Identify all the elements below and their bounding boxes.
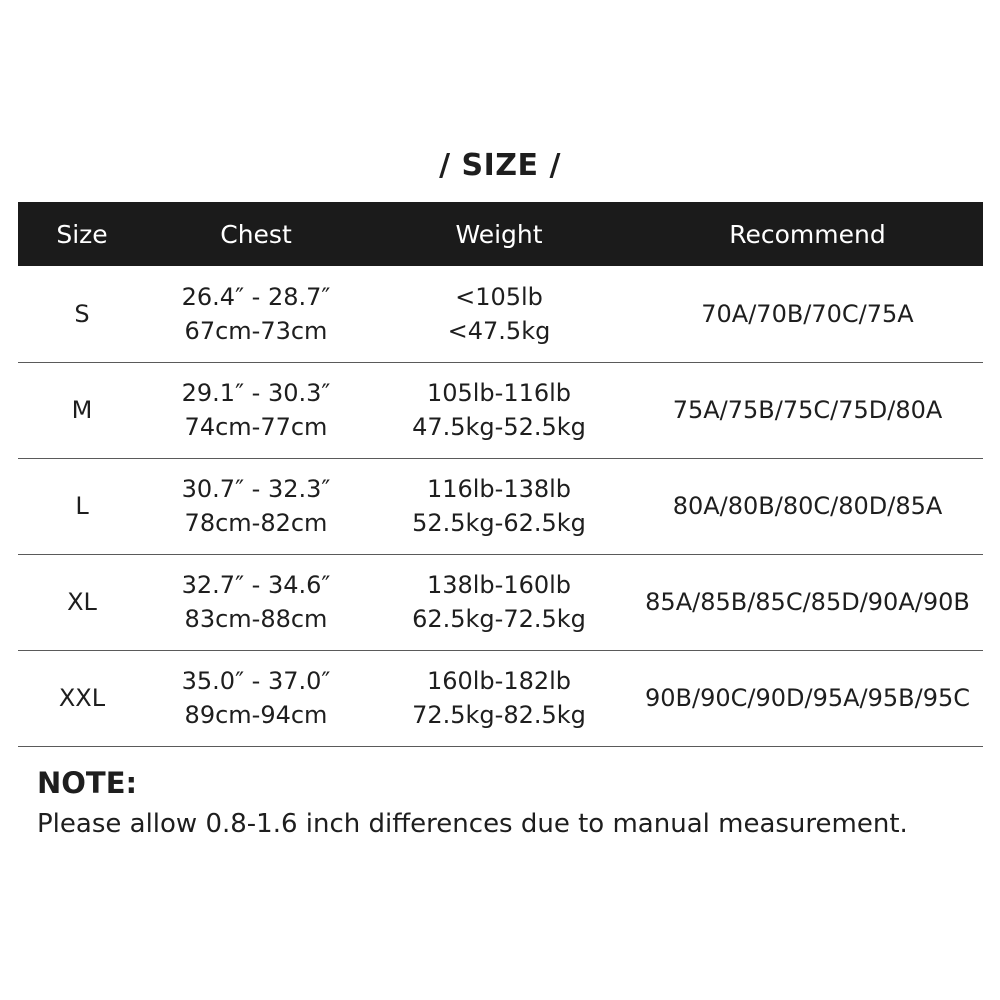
weight-kg: 62.5kg-72.5kg — [412, 605, 586, 633]
header-chest: Chest — [220, 219, 292, 249]
weight-kg: 52.5kg-62.5kg — [412, 509, 586, 537]
header-recommend: Recommend — [729, 219, 886, 249]
table-row — [18, 650, 983, 746]
cell-recommend: 85A/85B/85C/85D/90A/90B — [645, 588, 970, 616]
cell-weight — [366, 554, 632, 650]
chest-cm: 67cm-73cm — [184, 316, 328, 345]
chest-inches: 29.1″ - 30.3″ — [181, 379, 331, 407]
note-heading: NOTE: — [37, 766, 138, 800]
note-text: Please allow 0.8-1.6 inch differences due to manual measurement. — [37, 809, 908, 839]
cell-chest — [146, 458, 366, 554]
cell-weight — [366, 650, 632, 746]
chest-inches: 30.7″ - 32.3″ — [181, 475, 331, 503]
cell-chest — [146, 650, 366, 746]
cell-size: M — [71, 396, 93, 424]
table-row — [18, 458, 983, 554]
cell-size: XL — [67, 588, 97, 616]
weight-lb: 116lb-138lb — [426, 475, 572, 503]
cell-size: XXL — [58, 684, 106, 712]
table-row — [18, 362, 983, 458]
chest-cm: 83cm-88cm — [184, 605, 328, 633]
weight-lb: <105lb — [455, 282, 543, 311]
header-size: Size — [56, 219, 108, 249]
weight-kg: 47.5kg-52.5kg — [412, 413, 586, 441]
cell-size: S — [74, 299, 90, 328]
cell-recommend: 80A/80B/80C/80D/85A — [672, 492, 943, 520]
chest-inches: 26.4″ - 28.7″ — [181, 282, 331, 311]
chest-inches: 35.0″ - 37.0″ — [181, 667, 331, 695]
cell-recommend: 90B/90C/90D/95A/95B/95C — [644, 684, 970, 712]
cell-recommend: 70A/70B/70C/75A — [701, 299, 914, 328]
weight-kg: 72.5kg-82.5kg — [412, 701, 586, 729]
table-body — [18, 266, 983, 746]
chest-cm: 89cm-94cm — [184, 701, 328, 729]
table-header — [18, 202, 983, 266]
table-header-row — [18, 202, 983, 266]
weight-lb: 160lb-182lb — [426, 667, 572, 695]
cell-weight — [366, 266, 632, 362]
chest-cm: 74cm-77cm — [184, 413, 328, 441]
table-row — [18, 554, 983, 650]
weight-lb: 105lb-116lb — [426, 379, 572, 407]
cell-recommend: 75A/75B/75C/75D/80A — [672, 396, 943, 424]
cell-chest — [146, 266, 366, 362]
cell-size: L — [75, 492, 89, 520]
cell-weight — [366, 362, 632, 458]
cell-chest — [146, 554, 366, 650]
cell-weight — [366, 458, 632, 554]
chest-inches: 32.7″ - 34.6″ — [181, 571, 331, 599]
weight-kg: <47.5kg — [447, 316, 551, 345]
page-title: / SIZE / — [439, 148, 561, 183]
weight-lb: 138lb-160lb — [426, 571, 572, 599]
cell-chest — [146, 362, 366, 458]
table-row — [18, 266, 983, 362]
size-chart-table — [18, 202, 983, 747]
chest-cm: 78cm-82cm — [184, 509, 328, 537]
header-weight: Weight — [455, 219, 543, 249]
